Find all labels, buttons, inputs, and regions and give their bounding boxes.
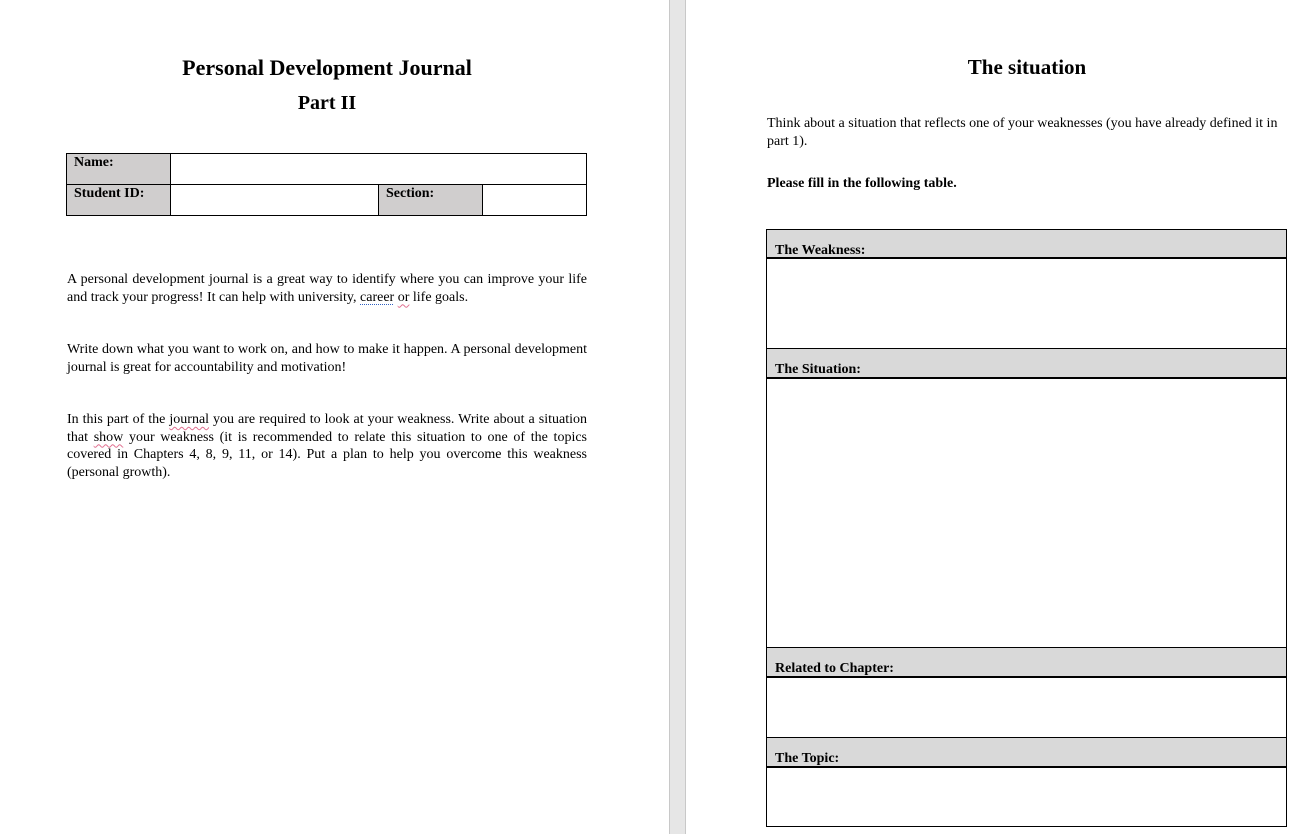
situation-title: The situation: [967, 55, 1087, 79]
name-field[interactable]: [171, 154, 587, 185]
student-id-field[interactable]: [171, 185, 379, 216]
name-label: Name:: [67, 154, 171, 185]
spelling-flag-or[interactable]: or: [397, 289, 410, 305]
section-field[interactable]: [483, 185, 587, 216]
table-instruction: Please fill in the following table.: [767, 176, 957, 191]
page-gutter: [669, 0, 686, 834]
page-title: Personal Development Journal: [182, 55, 472, 80]
paragraph-text: you are required to look at your weakness. Write about a situation that: [67, 412, 587, 445]
paragraph-text: In this part of the: [67, 412, 170, 427]
motivation-paragraph: Write down what you want to work on, and how to make it happen. A personal development journal is great for accountability and motivation!: [67, 342, 587, 375]
chapter-label: Related to Chapter:: [766, 648, 1287, 677]
intro-paragraph: [67, 271, 587, 306]
paragraph-text: A personal development journal is a great way to identify where you can improve your life and track your progress! It can help with university,: [67, 272, 587, 305]
situation-field[interactable]: [766, 378, 1287, 648]
paragraph-text: your weakness (it is recommended to relate this situation to one of the topics covered in Chapters 4, 8, 9, 11, or 14). Put a plan to help you overcome this weakness (personal growth).: [67, 429, 587, 480]
grammar-flag-show[interactable]: show: [93, 429, 124, 445]
student-info-table: [66, 153, 587, 216]
paragraph-text: life goals.: [409, 289, 469, 305]
situation-label: The Situation:: [766, 349, 1287, 378]
weakness-label: The Weakness:: [766, 229, 1287, 258]
student-id-label: Student ID:: [67, 185, 171, 216]
topic-label: The Topic:: [766, 738, 1287, 767]
weakness-field[interactable]: [766, 258, 1287, 349]
page-subtitle: Part II: [297, 92, 357, 114]
topic-field[interactable]: [766, 767, 1287, 827]
situation-table: [766, 229, 1287, 827]
situation-intro: Think about a situation that reflects one of your weaknesses (you have already defined it in part 1).: [767, 116, 1278, 149]
grammar-flag-journal[interactable]: journal: [169, 412, 210, 427]
instructions-paragraph: [67, 411, 587, 481]
grammar-flag-career[interactable]: career: [360, 289, 395, 305]
chapter-field[interactable]: [766, 677, 1287, 738]
section-label: Section:: [379, 185, 483, 216]
